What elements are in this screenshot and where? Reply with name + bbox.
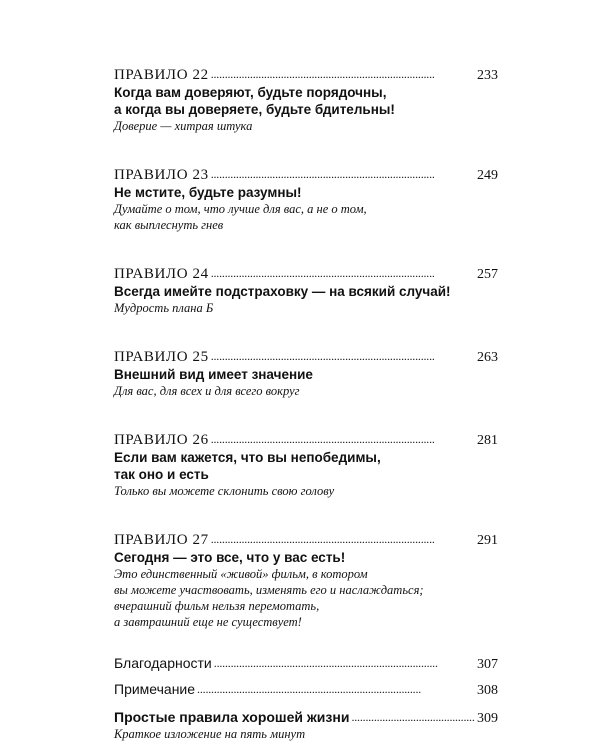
rule-title-line: Если вам кажется, что вы непобедимы, <box>114 450 381 465</box>
rule-subtitle-line: а завтрашний еще не существует! <box>114 615 302 629</box>
dot-leader <box>211 347 475 361</box>
rule-label: ПРАВИЛО 27 <box>114 532 209 548</box>
toc-line[interactable] <box>114 265 498 283</box>
page-number: 307 <box>477 657 498 672</box>
toc-line[interactable] <box>114 348 498 366</box>
rule-subtitle-line: вчерашний фильм нельзя перемотать, <box>114 599 320 613</box>
toc-entry-rule-22 <box>114 66 498 134</box>
toc-entry-acknowledgements <box>114 654 498 672</box>
rule-subtitle <box>114 300 498 316</box>
page-number: 263 <box>477 350 498 365</box>
dot-leader <box>211 430 475 444</box>
dot-leader <box>211 165 475 179</box>
rule-label: ПРАВИЛО 24 <box>114 266 209 282</box>
dot-leader <box>351 708 475 722</box>
rule-subtitle <box>114 383 498 399</box>
toc-entry-rule-23 <box>114 166 498 233</box>
table-of-contents <box>114 66 498 742</box>
toc-entry-notes <box>114 680 498 698</box>
toc-line[interactable] <box>114 654 498 672</box>
rule-title-line: Внешний вид имеет значение <box>114 367 313 382</box>
rule-title-line: Когда вам доверяют, будьте порядочны, <box>114 85 387 100</box>
toc-entry-rule-26 <box>114 431 498 499</box>
rule-subtitle-line: Доверие — хитрая штука <box>114 119 253 133</box>
dot-leader <box>211 530 475 544</box>
rule-label: ПРАВИЛО 25 <box>114 349 209 365</box>
toc-line[interactable] <box>114 66 498 84</box>
rule-subtitle-line: вы можете участвовать, изменять его и наслаждаться; <box>114 583 424 597</box>
rule-subtitle-line: Для вас, для всех и для всего вокруг <box>114 384 300 398</box>
rule-title-line: Не мстите, будьте разумны! <box>114 185 302 200</box>
rule-subtitle <box>114 566 498 630</box>
page-number: 257 <box>477 267 498 282</box>
page-number: 308 <box>477 683 498 698</box>
rule-label: ПРАВИЛО 22 <box>114 67 209 83</box>
page-number: 281 <box>477 433 498 448</box>
toc-line[interactable] <box>114 431 498 449</box>
rule-label: ПРАВИЛО 23 <box>114 167 209 183</box>
toc-line[interactable] <box>114 708 498 726</box>
toc-line[interactable] <box>114 531 498 549</box>
rule-subtitle-line: Думайте о том, что лучше для вас, а не о том, <box>114 202 367 216</box>
dot-leader <box>214 654 475 668</box>
rule-subtitle <box>114 201 498 233</box>
rule-title <box>114 84 498 118</box>
dot-leader <box>211 65 475 79</box>
rule-title <box>114 283 498 300</box>
rule-title <box>114 449 498 483</box>
section-label: Примечание <box>114 681 196 697</box>
rule-title-line: а когда вы доверяете, будьте бдительны! <box>114 102 395 117</box>
section-subtitle: Краткое изложение на пять минут <box>114 727 306 741</box>
rule-subtitle-line: Это единственный «живой» фильм, в котором <box>114 567 368 581</box>
section-label: Простые правила хорошей жизни <box>114 709 350 725</box>
dot-leader <box>197 680 475 694</box>
rule-subtitle-line: Мудрость плана Б <box>114 301 214 315</box>
rule-label: ПРАВИЛО 26 <box>114 432 209 448</box>
rule-subtitle <box>114 483 498 499</box>
page-number: 249 <box>477 168 498 183</box>
rule-title-line: так оно и есть <box>114 467 209 482</box>
toc-entry-simple-rules <box>114 708 498 742</box>
dot-leader <box>211 264 475 278</box>
toc-entry-rule-25 <box>114 348 498 399</box>
toc-entry-rule-24 <box>114 265 498 316</box>
toc-line[interactable] <box>114 166 498 184</box>
rule-title-line: Всегда имейте подстраховку — на всякий случай! <box>114 284 451 299</box>
rule-title <box>114 184 498 201</box>
rule-subtitle <box>114 118 498 134</box>
rule-title <box>114 549 498 566</box>
page-number: 291 <box>477 533 498 548</box>
rule-title <box>114 366 498 383</box>
rule-subtitle-line: Только вы можете склонить свою голову <box>114 484 335 498</box>
toc-line[interactable] <box>114 680 498 698</box>
section-label: Благодарности <box>114 655 212 671</box>
page-number: 233 <box>477 68 498 83</box>
rule-subtitle-line: как выплеснуть гнев <box>114 218 224 232</box>
page-number: 309 <box>477 711 498 726</box>
rule-title-line: Сегодня — это все, что у вас есть! <box>114 550 346 565</box>
toc-entry-rule-27 <box>114 531 498 630</box>
